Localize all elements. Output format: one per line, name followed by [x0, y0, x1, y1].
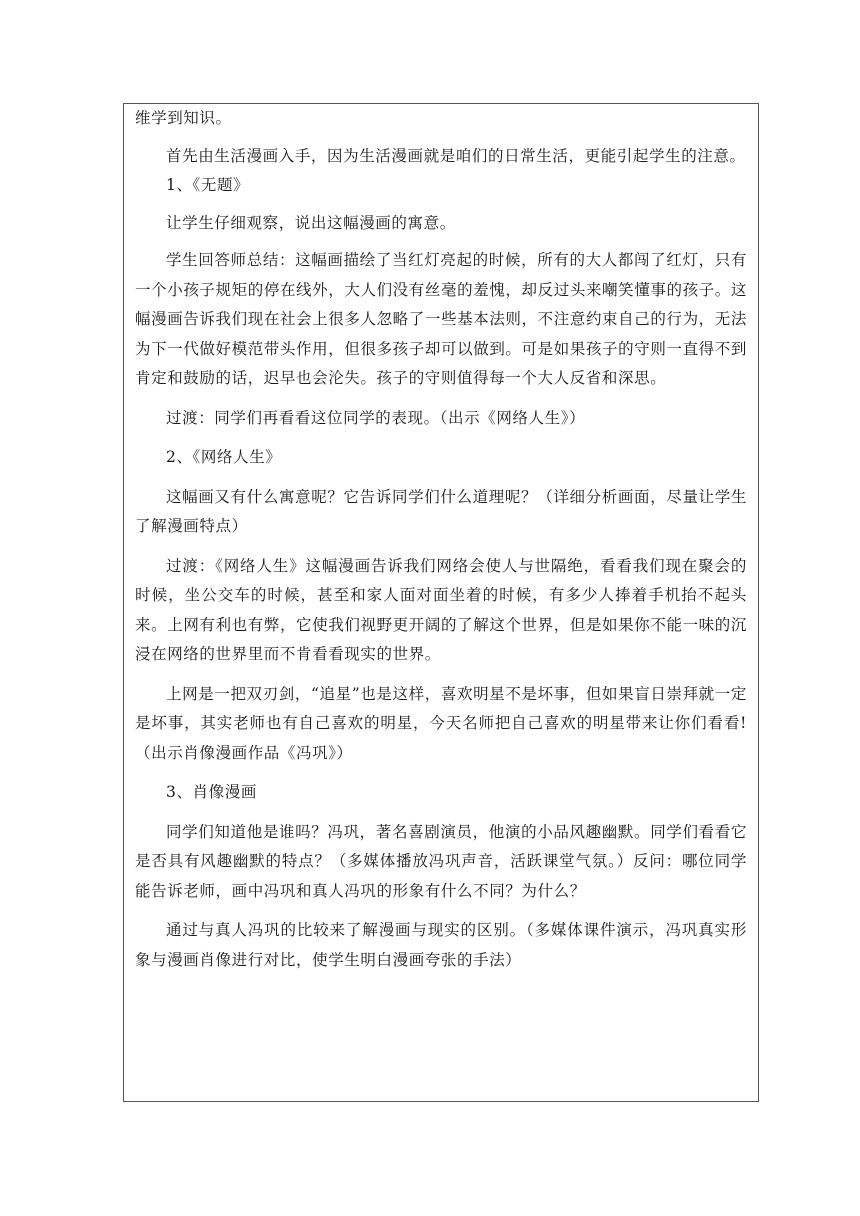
- paragraph: 过渡：同学们再看看这位同学的表现。（出示《网络人生》）: [166, 408, 586, 427]
- paragraph: 让学生仔细观察，说出这幅漫画的寓意。: [166, 213, 456, 232]
- paragraph: 上网是一把双刃剑，“追星”也是这样，喜欢明星不是坏事，但如果盲日崇拜就一定是坏事，其实老师也有自己喜欢的明星，今天名师把自己喜欢的明星带来让你们看看!（出示肖像漫画作品《冯巩》）: [135, 684, 747, 762]
- paragraph: 1、《无题》: [166, 176, 250, 194]
- paragraph: 通过与真人冯巩的比较来了解漫画与现实的区别。（多媒体课件演示，冯巩真实形象与漫画肖像进行对比，使学生明白漫画夸张的手法）: [135, 921, 747, 969]
- paragraph: 首先由生活漫画入手，因为生活漫画就是咱们的日常生活，更能引起学生的注意。: [166, 146, 746, 165]
- paragraph: 3、肖像漫画: [166, 783, 257, 801]
- paragraph: 同学们知道他是谁吗？冯巩，著名喜剧演员，他演的小品风趣幽默。同学们看看它是否具有风趣幽默的特点？（多媒体播放冯巩声音，活跃课堂气氛。）反问：哪位同学能告诉老师，画中冯巩和真人冯巩的形象有什么不同？为什么？: [135, 822, 747, 900]
- paragraph: 维学到知识。: [135, 109, 232, 127]
- paragraph: 2、《网络人生》: [166, 448, 282, 466]
- paragraph: 过渡：《网络人生》这幅漫画告诉我们网络会使人与世隔绝，看看我们现在聚会的时候，坐公交车的时候，甚至和家人面对面坐着的时候，有多少人捧着手机抬不起头来。上网有利也有弊，它使我们视野更开阔的了解这个世界，但是如果你不能一味的沉浸在网络的世界里而不肯看看现实的世界。: [135, 556, 747, 663]
- document-body: [135, 104, 747, 975]
- paragraph: 这幅画又有什么寓意呢？它告诉同学们什么道理呢？（详细分析画面，尽量让学生了解漫画特点）: [135, 487, 747, 535]
- paragraph: 学生回答师总结：这幅画描绘了当红灯亮起的时候，所有的大人都闯了红灯，只有一个小孩子规矩的停在线外，大人们没有丝毫的羞愧，却反过头来嘲笑懂事的孩子。这幅漫画告诉我们现在社会上很多人忽略了一些基本法则，不注意约束自己的行为，无法为下一代做好模范带头作用，但很多孩子却可以做到。可是如果孩子的守则一直得不到肯定和鼓励的话，迟早也会沦失。孩子的守则值得每一个大人反省和深思。: [135, 251, 747, 387]
